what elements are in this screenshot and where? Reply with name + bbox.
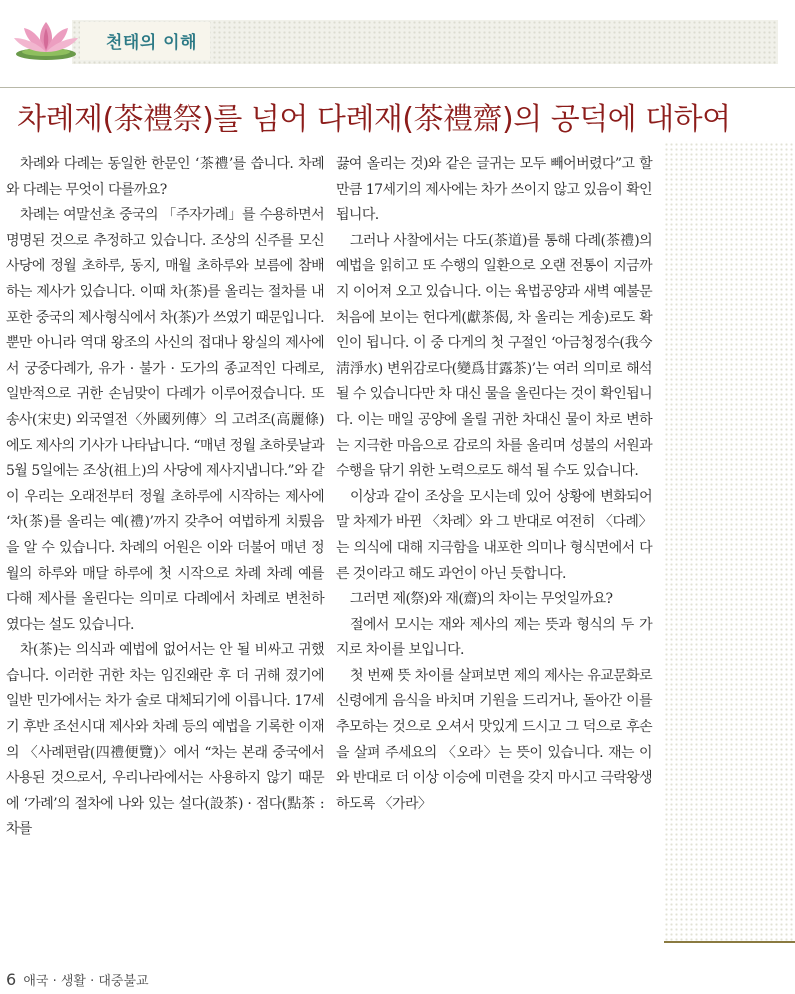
lotus-icon xyxy=(8,14,84,64)
publication-name: 애국 · 생활 · 대중불교 xyxy=(23,974,149,989)
paragraph: 첫 번째 뜻 차이를 살펴보면 제의 제사는 유교문화로 신령에게 음식을 바치며 기원을 드리거나, 돌아간 이를 추모하는 것으로 오셔서 맛있게 드시고 그 덕으로 후손을 살펴 주세요의 〈오라〉는 뜻이 있습니다. 재는 이와 반대로 더 이상 이승에 미련을 갖지 마시고 극락왕생하도록 〈가라〉 xyxy=(336,667,652,812)
page-footer xyxy=(6,970,149,989)
section-title: 천태의 이해 xyxy=(106,33,198,53)
left-column xyxy=(6,152,324,843)
footer-divider xyxy=(664,941,795,943)
paragraph: 차례는 여말선초 중국의 「주자가례」를 수용하면서 명명된 것으로 추정하고 있습니다. 조상의 신주를 모신 사당에 정월 초하루, 동지, 매월 초하루와 보름에 참배하는 제사가 있습니다. 이때 차(茶)를 올리는 절차를 내포한 중국의 제사형식에서 차(茶)가 쓰였기 때문입니다. 뿐만 아니라 역대 왕조의 사신의 접대나 왕실의 제사에서 궁중다례가, 유가 · 불가 · 도가의 종교적인 다례로, 일반적으로 귀한 손님맞이 다례가 이루어졌습니다. 또 송사(宋史) 외국열전〈外國列傳〉의 고려조(高麗條) 에도 제사의 기사가 나타납니다. “매년 정월 초하룻날과 5월 5일에는 조상(祖上)의 사당에 제사지냅니다.”와 같이 우리는 오래전부터 정월 초하루에 시작하는 제사에 ‘차(茶)를 올리는 예(禮)’까지 갖추어 여법하게 치뤘음을 알 수 있습니다. 차례의 어원은 이와 더불어 매년 정월의 하루와 매달 하루에 첫 시작으로 차례 차례 예를 다해 제사를 올린다는 의미로 다례에서 차례로 변천하였다는 설도 있습니다. xyxy=(6,207,324,633)
paragraph: 차(茶)는 의식과 예법에 없어서는 안 될 비싸고 귀했습니다. 이러한 귀한 차는 임진왜란 후 더 귀해 졌기에 일반 민가에서는 차가 술로 대체되기에 이릅니다. 17세기 후반 조선시대 제사와 차례 등의 예법을 기록한 이재의 〈사례편람(四禮便覽)〉에서 “차는 본래 중국에서 사용된 것으로서, 우리나라에서는 사용하지 않기 때문에 ‘가례’의 절차에 나와 있는 설다(設茶) · 점다(點茶 : 차를 xyxy=(6,642,324,838)
paragraph: 그러면 제(祭)와 재(齋)의 차이는 무엇일까요? xyxy=(350,591,613,608)
header-divider xyxy=(0,87,795,88)
paragraph: 차례와 다례는 동일한 한문인 ‘茶禮’를 씁니다. 차례와 다례는 무엇이 다를까요? xyxy=(6,156,324,198)
margin-shade xyxy=(664,142,795,942)
paragraph: 그러나 사찰에서는 다도(茶道)를 통해 다례(茶禮)의 예법을 읽히고 또 수행의 일환으로 오랜 전통이 지금까지 이어져 오고 있습니다. 이는 육법공양과 새벽 예불문 처음에 보이는 헌다게(獻茶偈, 차 올리는 게송)로도 확인이 됩니다. 이 중 다게의 첫 구절인 ‘아금청정수(我今淸淨水) 변위감로다(變爲甘露茶)’는 여러 의미로 해석 될 수 있습니다만 차 대신 물을 올린다는 것이 확인됩니다. 이는 매일 공양에 올릴 귀한 차대신 물이 차로 변하는 지극한 마음으로 감로의 차를 올리며 성불의 서원과 수행을 닦기 위한 노력으로도 해석 될 수도 있습니다. xyxy=(336,232,652,480)
article-title: 차례제(茶禮祭)를 넘어 다례재(茶禮齋)의 공덕에 대하여 xyxy=(17,102,731,137)
page-number: 6 xyxy=(6,970,17,989)
paragraph: 절에서 모시는 재와 제사의 제는 뜻과 형식의 두 가지로 차이를 보입니다. xyxy=(336,616,652,659)
paragraph: 이상과 같이 조상을 모시는데 있어 상황에 변화되어 말 차제가 바뀐 〈차례〉와 그 반대로 여전히 〈다례〉는 의식에 대해 지극함을 내포한 의미나 형식면에서 다른 것이라고 해도 과언이 아닌 듯합니다. xyxy=(336,488,652,582)
paragraph: 끓여 올리는 것)와 같은 글귀는 모두 빼어버렸다”고 할 만큼 17세기의 제사에는 차가 쓰이지 않고 있음이 확인됩니다. xyxy=(336,156,652,224)
right-column xyxy=(336,152,652,817)
